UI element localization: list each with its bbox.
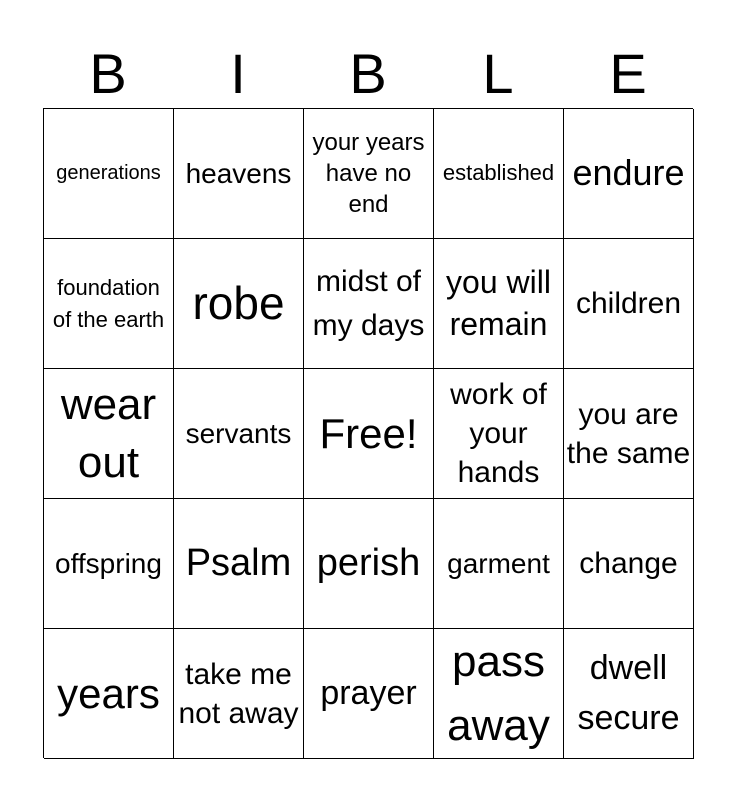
header-letter-l: L: [482, 42, 514, 105]
bingo-cell[interactable]: offspring: [44, 499, 174, 629]
bingo-cell[interactable]: prayer: [304, 629, 434, 759]
bingo-cell[interactable]: children: [564, 239, 694, 369]
bingo-cell[interactable]: garment: [434, 499, 564, 629]
bingo-cell[interactable]: pass away: [434, 629, 564, 759]
bingo-cell[interactable]: you will remain: [434, 239, 564, 369]
bingo-cell[interactable]: established: [434, 109, 564, 239]
header-letter-e: E: [609, 42, 647, 105]
bingo-cell[interactable]: generations: [44, 109, 174, 239]
bingo-cell[interactable]: heavens: [174, 109, 304, 239]
bingo-cell[interactable]: endure: [564, 109, 694, 239]
bingo-cell[interactable]: wear out: [44, 369, 174, 499]
bingo-header: [43, 40, 693, 108]
bingo-cell[interactable]: work of your hands: [434, 369, 564, 499]
header-letter-b: B: [89, 42, 127, 105]
bingo-cell[interactable]: robe: [174, 239, 304, 369]
bingo-cell[interactable]: foundation of the earth: [44, 239, 174, 369]
bingo-cell[interactable]: years: [44, 629, 174, 759]
bingo-cell[interactable]: you are the same: [564, 369, 694, 499]
bingo-cell[interactable]: take me not away: [174, 629, 304, 759]
bingo-cell[interactable]: dwell secure: [564, 629, 694, 759]
bingo-cell[interactable]: servants: [174, 369, 304, 499]
bingo-cell[interactable]: your years have no end: [304, 109, 434, 239]
bingo-cell[interactable]: perish: [304, 499, 434, 629]
bingo-cell[interactable]: change: [564, 499, 694, 629]
bingo-cell[interactable]: Psalm: [174, 499, 304, 629]
header-letter-i: I: [230, 42, 246, 105]
free-space: Free!: [304, 369, 434, 499]
bingo-cell[interactable]: midst of my days: [304, 239, 434, 369]
header-letter-b-2: B: [349, 42, 387, 105]
bingo-grid: [43, 108, 693, 758]
